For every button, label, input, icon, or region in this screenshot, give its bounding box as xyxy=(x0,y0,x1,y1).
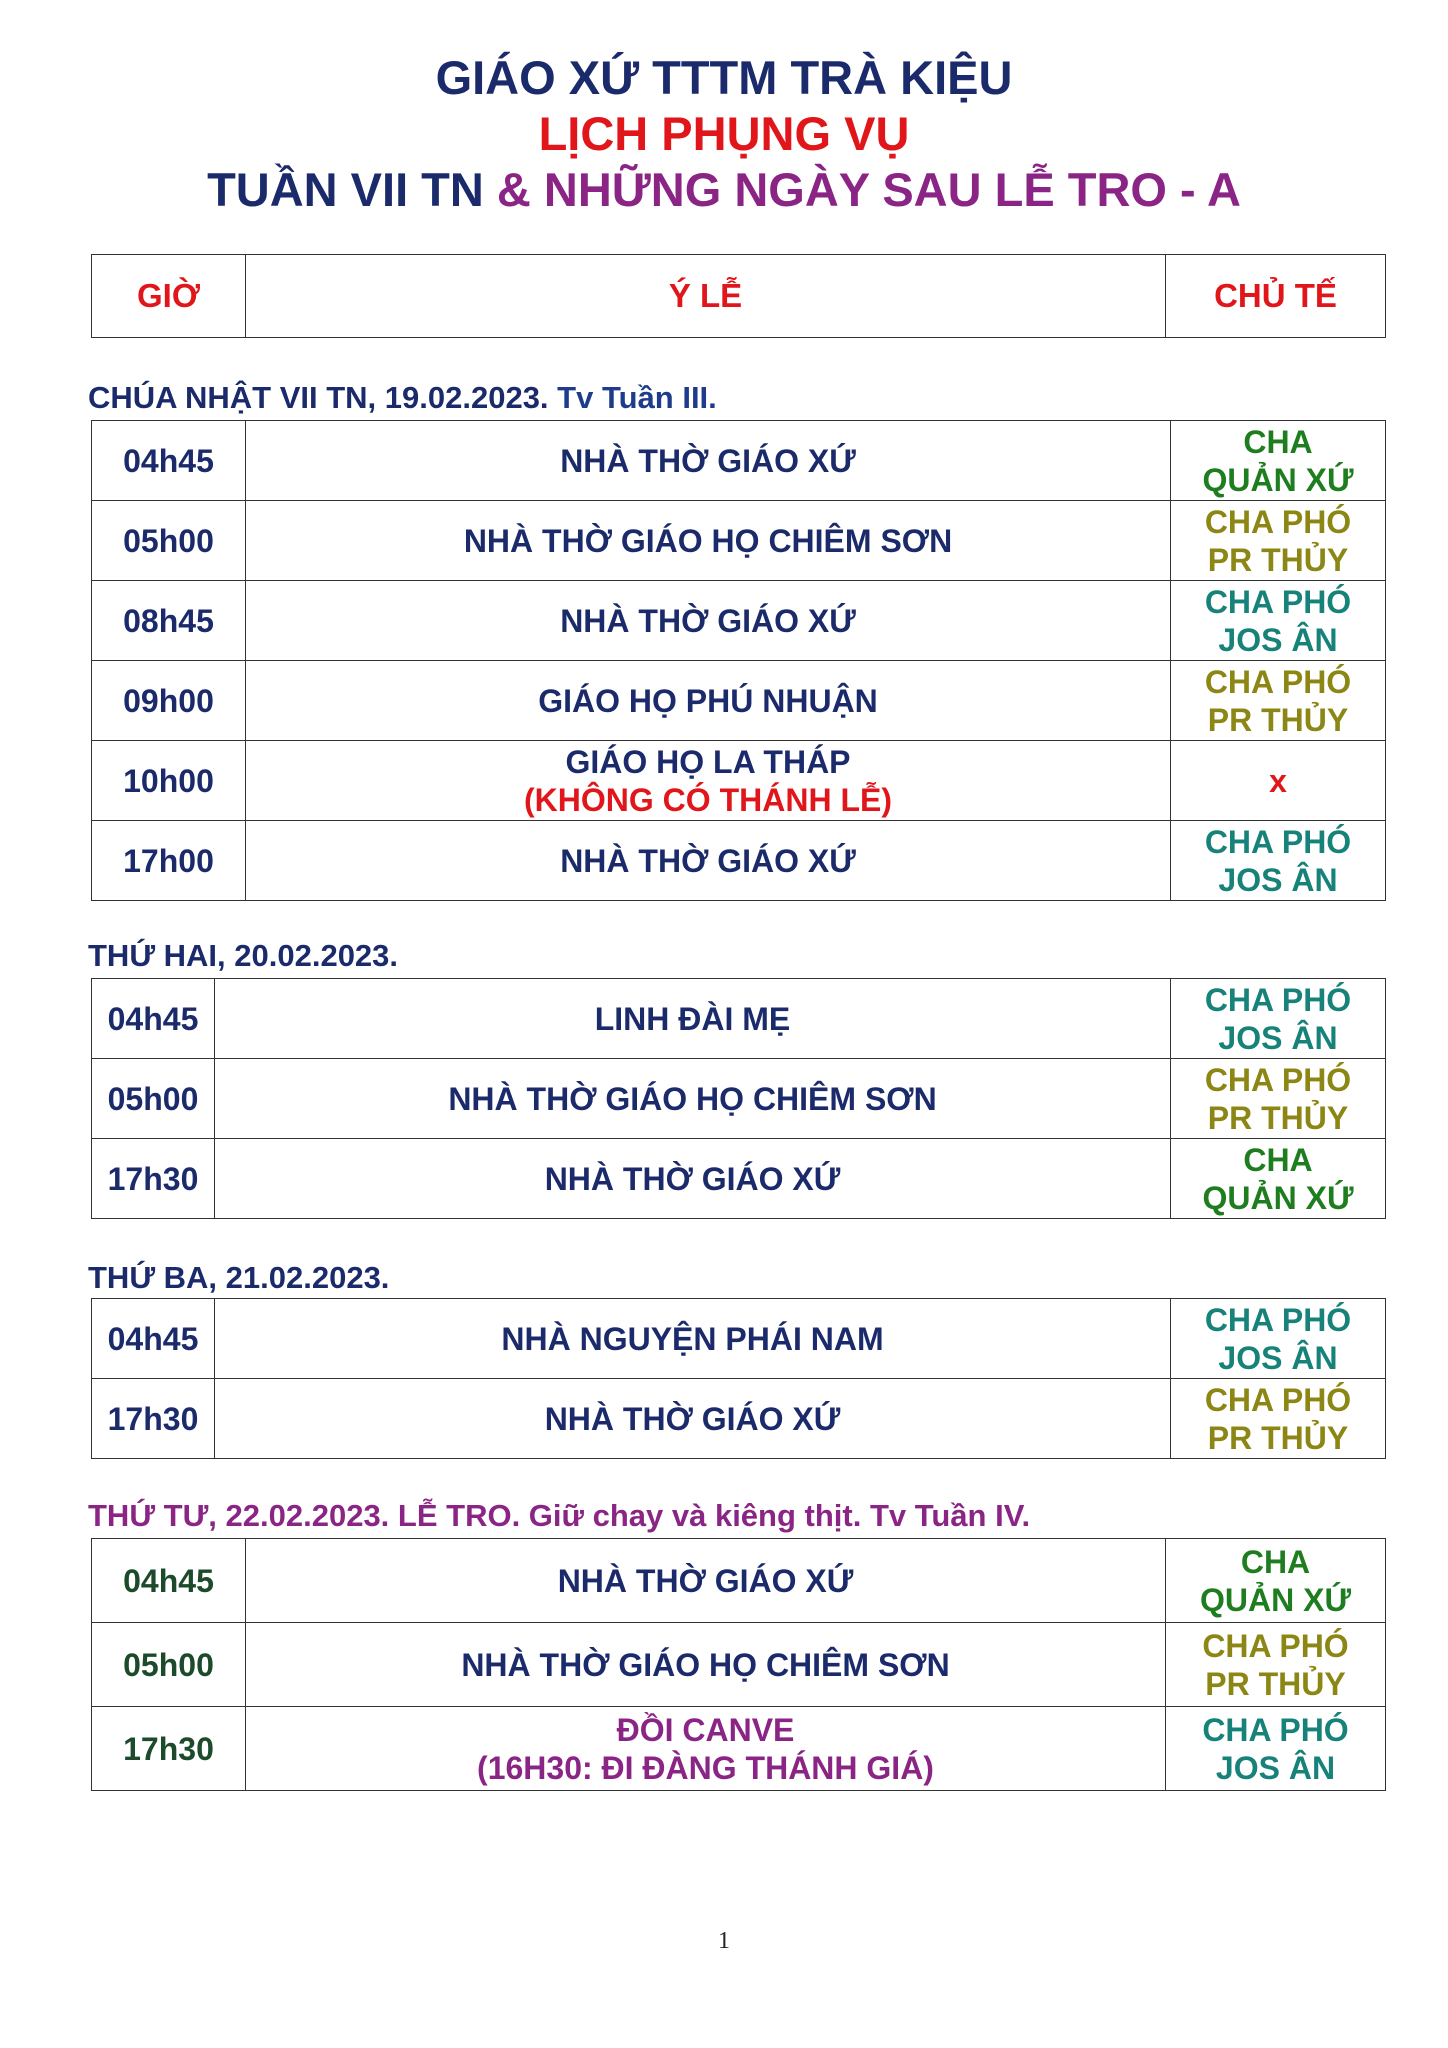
celebrant xyxy=(1171,1299,1386,1379)
celebrant-line2: JOS ÂN xyxy=(1215,1749,1336,1786)
mass-location: NHÀ THỜ GIÁO XỨ xyxy=(215,1139,1171,1219)
mass-time: 17h30 xyxy=(92,1379,215,1459)
celebrant-line1: CHA PHÓ xyxy=(1204,981,1352,1018)
schedule-table-tuesday xyxy=(91,1298,1386,1459)
mass-location: NHÀ THỜ GIÁO XỨ xyxy=(246,821,1171,901)
table-row xyxy=(92,1299,1386,1379)
celebrant-line1: CHA PHÓ xyxy=(1204,823,1352,860)
table-row xyxy=(92,421,1386,501)
column-header-row xyxy=(92,255,1386,338)
day-heading-sunday xyxy=(88,380,717,416)
day-title: THỨ TƯ, 22.02.2023. LỄ TRO. Giữ chay và kiêng thịt. Tv Tuần IV. xyxy=(88,1498,1031,1533)
celebrant-line2: PR THỦY xyxy=(1207,541,1349,578)
celebrant-line2: JOS ÂN xyxy=(1218,1339,1338,1376)
schedule-table-monday xyxy=(91,978,1386,1219)
mass-time: 05h00 xyxy=(92,1623,246,1707)
celebrant-none: x xyxy=(1269,762,1287,799)
day-title: CHÚA NHẬT VII TN, 19.02.2023. xyxy=(88,380,549,415)
celebrant-line1: CHA PHÓ xyxy=(1202,1711,1349,1748)
day-title: THỨ BA, 21.02.2023. xyxy=(88,1260,390,1295)
location-note: (KHÔNG CÓ THÁNH LỄ) xyxy=(524,781,892,818)
celebrant xyxy=(1171,1059,1386,1139)
header-intention: Ý LỄ xyxy=(246,255,1166,338)
column-header-table xyxy=(91,254,1386,338)
mass-time: 17h00 xyxy=(92,821,246,901)
location-name: GIÁO HỌ LA THÁP xyxy=(565,743,851,780)
celebrant-line1: CHA PHÓ xyxy=(1204,1061,1352,1098)
celebrant xyxy=(1171,1139,1386,1219)
celebrant xyxy=(1171,581,1386,661)
mass-time: 04h45 xyxy=(92,1539,246,1623)
mass-time: 04h45 xyxy=(92,1299,215,1379)
mass-location: NHÀ THỜ GIÁO HỌ CHIÊM SƠN xyxy=(246,501,1171,581)
mass-time: 05h00 xyxy=(92,1059,215,1139)
celebrant xyxy=(1171,501,1386,581)
celebrant-line2: QUẢN XỨ xyxy=(1202,461,1354,498)
location-name: ĐỒI CANVE xyxy=(616,1711,795,1748)
celebrant xyxy=(1171,979,1386,1059)
table-row xyxy=(92,1707,1386,1791)
table-row xyxy=(92,1139,1386,1219)
mass-time: 08h45 xyxy=(92,581,246,661)
header-celebrant: CHỦ TẾ xyxy=(1166,255,1386,338)
celebrant-line2: JOS ÂN xyxy=(1218,621,1338,658)
celebrant-line2: PR THỦY xyxy=(1207,1419,1349,1456)
mass-location xyxy=(246,741,1171,821)
mass-time: 09h00 xyxy=(92,661,246,741)
mass-time: 17h30 xyxy=(92,1707,246,1791)
page-number: 1 xyxy=(718,1928,730,1954)
celebrant-line2: JOS ÂN xyxy=(1218,861,1338,898)
celebrant-line2: QUẢN XỨ xyxy=(1202,1179,1354,1216)
mass-time: 05h00 xyxy=(92,501,246,581)
mass-location: NHÀ THỜ GIÁO HỌ CHIÊM SƠN xyxy=(215,1059,1171,1139)
celebrant-line2: PR THỦY xyxy=(1207,1099,1349,1136)
celebrant xyxy=(1171,1379,1386,1459)
celebrant xyxy=(1166,1707,1386,1791)
mass-location: LINH ĐÀI MẸ xyxy=(215,979,1171,1059)
header-time: GIỜ xyxy=(92,255,246,338)
location-note: (16H30: ĐI ĐÀNG THÁNH GIÁ) xyxy=(477,1749,934,1786)
celebrant xyxy=(1171,821,1386,901)
week-title-amp: & xyxy=(483,163,544,216)
table-row xyxy=(92,581,1386,661)
celebrant-line1: CHA xyxy=(1243,423,1313,460)
celebrant-line1: CHA PHÓ xyxy=(1204,1301,1352,1338)
mass-location: NHÀ THỜ GIÁO HỌ CHIÊM SƠN xyxy=(246,1623,1166,1707)
week-title xyxy=(0,162,1448,218)
celebrant-line1: CHA PHÓ xyxy=(1204,503,1352,540)
celebrant-line1: CHA PHÓ xyxy=(1204,1381,1352,1418)
celebrant xyxy=(1171,661,1386,741)
celebrant-line2: PR THỦY xyxy=(1207,701,1349,738)
mass-location: GIÁO HỌ PHÚ NHUẬN xyxy=(246,661,1171,741)
celebrant-line1: CHA xyxy=(1243,1141,1313,1178)
celebrant-line1: CHA PHÓ xyxy=(1204,663,1352,700)
mass-location xyxy=(246,1707,1166,1791)
celebrant-line2: JOS ÂN xyxy=(1218,1019,1338,1056)
mass-location: NHÀ THỜ GIÁO XỨ xyxy=(246,421,1171,501)
day-title: THỨ HAI, 20.02.2023. xyxy=(88,938,399,973)
mass-time: 10h00 xyxy=(92,741,246,821)
table-row xyxy=(92,1379,1386,1459)
table-row xyxy=(92,741,1386,821)
celebrant xyxy=(1166,1623,1386,1707)
celebrant-line1: CHA xyxy=(1240,1543,1311,1580)
table-row xyxy=(92,1539,1386,1623)
mass-location: NHÀ THỜ GIÁO XỨ xyxy=(246,1539,1166,1623)
mass-location: NHÀ NGUYỆN PHÁI NAM xyxy=(215,1299,1171,1379)
day-heading-tuesday xyxy=(88,1260,389,1296)
celebrant-line1: CHA PHÓ xyxy=(1202,1627,1349,1664)
parish-name: GIÁO XỨ TTTM TRÀ KIỆU xyxy=(435,51,1013,104)
day-psalter: Tv Tuần III. xyxy=(548,380,717,415)
mass-time: 04h45 xyxy=(92,421,246,501)
schedule-table-wednesday xyxy=(91,1538,1386,1791)
celebrant-line2: QUẢN XỨ xyxy=(1200,1581,1351,1618)
table-row xyxy=(92,1623,1386,1707)
table-row xyxy=(92,661,1386,741)
mass-time: 04h45 xyxy=(92,979,215,1059)
celebrant xyxy=(1171,421,1386,501)
mass-time: 17h30 xyxy=(92,1139,215,1219)
mass-location: NHÀ THỜ GIÁO XỨ xyxy=(246,581,1171,661)
week-title-part2: NHỮNG NGÀY SAU LỄ TRO - A xyxy=(543,163,1241,216)
table-row xyxy=(92,821,1386,901)
table-row xyxy=(92,501,1386,581)
day-heading-monday xyxy=(88,938,398,974)
schedule-table-sunday xyxy=(91,420,1386,901)
celebrant xyxy=(1166,1539,1386,1623)
week-title-part1: TUẦN VII TN xyxy=(207,163,484,216)
mass-location: NHÀ THỜ GIÁO XỨ xyxy=(215,1379,1171,1459)
celebrant xyxy=(1171,741,1386,821)
celebrant-line1: CHA PHÓ xyxy=(1204,583,1352,620)
celebrant-line2: PR THỦY xyxy=(1205,1665,1346,1702)
schedule-title: LỊCH PHỤNG VỤ xyxy=(538,107,910,160)
day-heading-wednesday xyxy=(88,1498,1030,1534)
table-row xyxy=(92,979,1386,1059)
table-row xyxy=(92,1059,1386,1139)
